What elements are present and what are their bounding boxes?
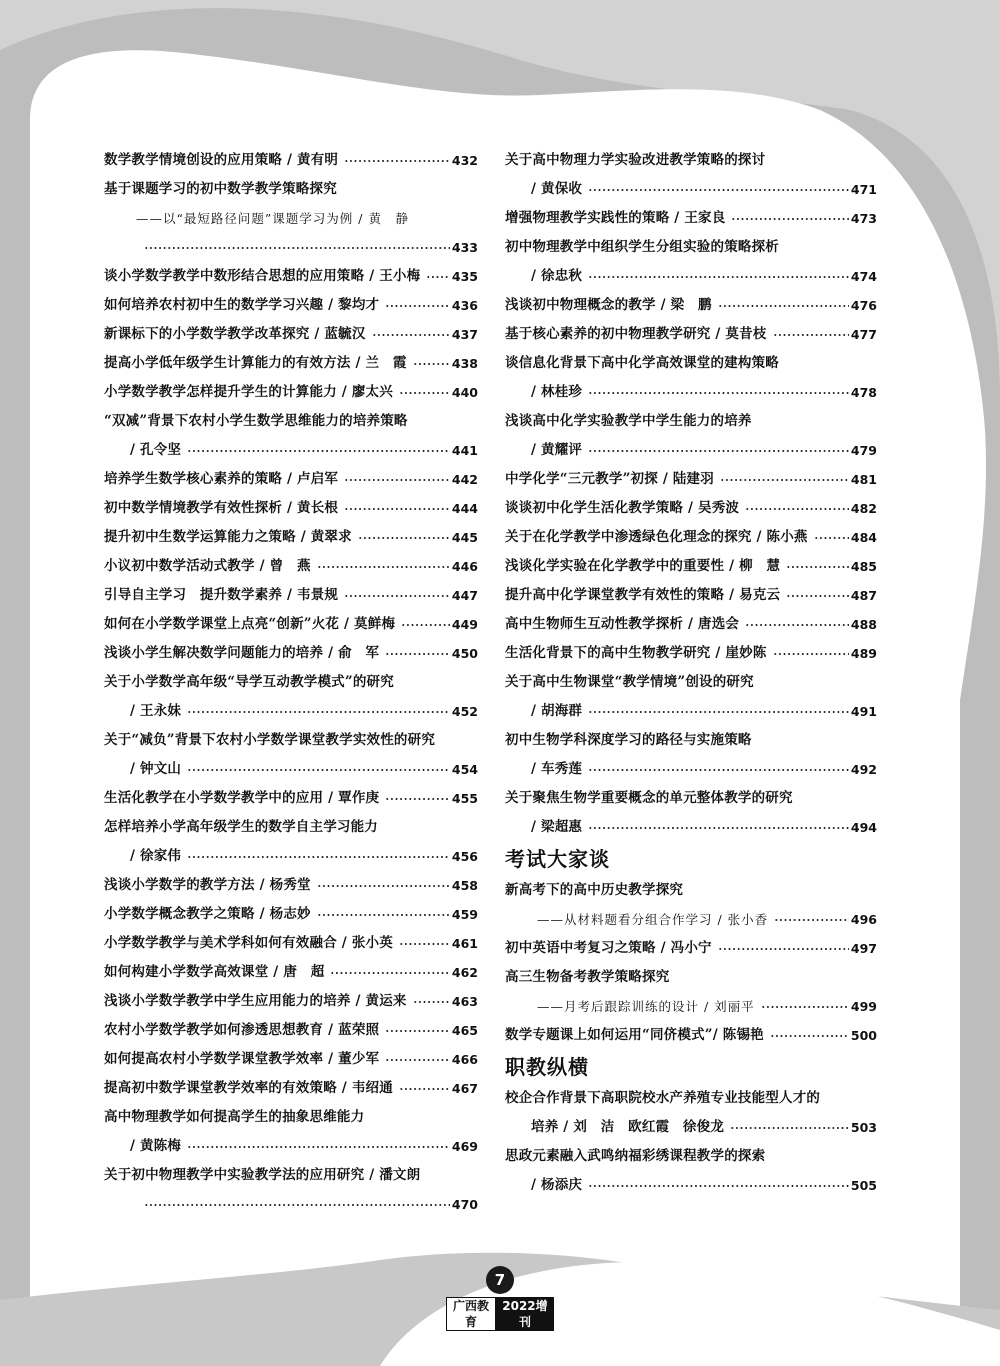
toc-entry[interactable] <box>104 465 478 494</box>
toc-entry-title: 小议初中数学活动式教学 / 曾 燕 <box>104 558 311 574</box>
toc-entry[interactable] <box>505 1171 877 1200</box>
toc-entry[interactable] <box>505 407 877 436</box>
toc-entry-title: 小学数学教学怎样提升学生的计算能力 / 廖太兴 <box>104 384 393 400</box>
toc-entry[interactable] <box>104 436 478 465</box>
toc-entry[interactable] <box>104 668 478 697</box>
toc-entry[interactable] <box>104 697 478 726</box>
toc-entry[interactable] <box>505 610 877 639</box>
journal-name: 广西教育 <box>446 1297 496 1331</box>
toc-entry-page: 473 <box>850 211 877 226</box>
dot-leader <box>426 276 450 278</box>
dot-leader <box>588 450 849 452</box>
dot-leader <box>718 948 849 950</box>
dot-leader <box>588 189 849 191</box>
toc-entry-title: 高中生物师生互动性教学探析 / 唐选会 <box>505 616 740 632</box>
dot-leader <box>385 305 450 307</box>
dot-leader <box>730 1127 849 1129</box>
toc-left-column <box>104 146 478 1219</box>
toc-entry-page: 489 <box>850 646 877 661</box>
toc-entry-title: 关于在化学教学中渗透绿色化理念的探究 / 陈小燕 <box>505 529 808 545</box>
toc-entry[interactable] <box>505 175 877 204</box>
dot-leader <box>588 392 849 394</box>
toc-entry-title: / 黄耀评 <box>531 442 583 458</box>
toc-entry-title: / 黄保收 <box>531 181 583 197</box>
toc-entry[interactable] <box>104 262 478 291</box>
toc-entry-title: 浅谈小学生解决数学问题能力的培养 / 俞 军 <box>104 645 380 661</box>
dot-leader <box>399 392 450 394</box>
toc-entry-page: 444 <box>451 501 478 516</box>
dot-leader <box>385 798 450 800</box>
toc-entry[interactable] <box>104 407 478 436</box>
toc-entry-page: 488 <box>850 617 877 632</box>
toc-entry[interactable] <box>104 204 478 233</box>
dot-leader <box>588 769 849 771</box>
toc-entry-page: 445 <box>451 530 478 545</box>
dot-leader <box>187 1146 450 1148</box>
toc-right-column <box>505 146 877 1200</box>
toc-entry-title: ——从材料题看分组合作学习 / 张小香 <box>537 912 769 927</box>
toc-entry[interactable] <box>505 1113 877 1142</box>
toc-entry-page: 485 <box>850 559 877 574</box>
toc-entry-page: 447 <box>451 588 478 603</box>
toc-entry-page: 470 <box>451 1197 478 1212</box>
toc-entry-title: 中学化学“三元教学”初探 / 陆建羽 <box>505 471 714 487</box>
toc-entry-title: 培养 / 刘 洁 欧红霞 徐俊龙 <box>531 1119 725 1135</box>
toc-entry-page: 478 <box>850 385 877 400</box>
toc-entry-title: / 徐忠秋 <box>531 268 583 284</box>
toc-entry-page: 477 <box>850 327 877 342</box>
toc-entry-title: 新高考下的高中历史教学探究 <box>505 882 684 898</box>
toc-entry-title: 基于核心素养的初中物理教学研究 / 莫昔枝 <box>505 326 767 342</box>
toc-entry-title: 提高初中数学课堂教学效率的有效策略 / 韦绍通 <box>104 1080 393 1096</box>
toc-entry[interactable] <box>104 1132 478 1161</box>
toc-entry-page: 465 <box>451 1023 478 1038</box>
dot-leader <box>399 1088 450 1090</box>
toc-entry[interactable] <box>505 204 877 233</box>
toc-entry-page: 469 <box>451 1139 478 1154</box>
toc-entry[interactable] <box>505 465 877 494</box>
toc-entry-title: 如何在小学数学课堂上点亮“创新”火花 / 莫鲜梅 <box>104 616 396 632</box>
toc-entry-title: 浅谈初中物理概念的教学 / 梁 鹏 <box>505 297 712 313</box>
dot-leader <box>774 919 849 921</box>
toc-entry-title: 思政元素融入武鸣纳福彩绣课程教学的探索 <box>505 1148 766 1164</box>
toc-entry-title: 关于高中生物课堂“教学情境”创设的研究 <box>505 674 754 690</box>
toc-entry[interactable] <box>104 146 478 175</box>
dot-leader <box>358 537 450 539</box>
toc-entry-page: 452 <box>451 704 478 719</box>
toc-entry-page: 503 <box>850 1120 877 1135</box>
toc-entry-page: 461 <box>451 936 478 951</box>
toc-entry[interactable] <box>104 349 478 378</box>
toc-entry-title: 关于初中物理教学中实验教学法的应用研究 / 潘文朗 <box>104 1167 421 1183</box>
toc-entry[interactable] <box>505 146 877 175</box>
toc-entry-page: 432 <box>451 153 478 168</box>
toc-entry-title: 小学数学概念教学之策略 / 杨志妙 <box>104 906 311 922</box>
toc-entry[interactable] <box>104 494 478 523</box>
toc-entry[interactable] <box>505 905 877 934</box>
toc-entry-page: 484 <box>850 530 877 545</box>
toc-entry[interactable] <box>104 639 478 668</box>
toc-entry[interactable] <box>104 842 478 871</box>
toc-entry-page: 466 <box>451 1052 478 1067</box>
toc-entry[interactable] <box>505 1142 877 1171</box>
dot-leader <box>413 1001 450 1003</box>
toc-entry-title: / 黄陈梅 <box>130 1138 182 1154</box>
page-number: 7 <box>486 1266 514 1294</box>
toc-entry[interactable] <box>104 1016 478 1045</box>
dot-leader <box>385 1059 450 1061</box>
toc-entry-title: 浅谈化学实验在化学教学中的重要性 / 柳 慧 <box>505 558 781 574</box>
toc-entry[interactable] <box>104 1045 478 1074</box>
toc-entry[interactable] <box>104 784 478 813</box>
dot-leader <box>317 566 450 568</box>
toc-entry-title: 如何构建小学数学高效课堂 / 唐 超 <box>104 964 325 980</box>
page-footer <box>446 1266 554 1331</box>
toc-entry[interactable] <box>505 436 877 465</box>
dot-leader <box>317 885 450 887</box>
toc-entry-title: 校企合作背景下高职院校水产养殖专业技能型人才的 <box>505 1090 821 1106</box>
toc-entry-title: / 林桂珍 <box>531 384 583 400</box>
toc-entry-title: 浅谈小学数学教学中学生应用能力的培养 / 黄运来 <box>104 993 407 1009</box>
toc-entry[interactable] <box>505 668 877 697</box>
toc-entry-page: 463 <box>451 994 478 1009</box>
toc-entry-title: 关于小学数学高年级“导学互动教学模式”的研究 <box>104 674 394 690</box>
toc-entry-page: 456 <box>451 849 478 864</box>
toc-entry-title: ——月考后跟踪训练的设计 / 刘丽平 <box>537 999 755 1014</box>
toc-entry-page: 492 <box>850 762 877 777</box>
dot-leader <box>588 1185 849 1187</box>
toc-entry[interactable] <box>505 639 877 668</box>
dot-leader <box>588 711 849 713</box>
toc-entry[interactable] <box>104 958 478 987</box>
toc-entry-page: 450 <box>451 646 478 661</box>
dot-leader <box>731 218 848 220</box>
toc-entry-title: 引导自主学习 提升数学素养 / 韦景规 <box>104 587 339 603</box>
toc-entry-page: 449 <box>451 617 478 632</box>
dot-leader <box>372 334 450 336</box>
toc-entry[interactable] <box>104 320 478 349</box>
dot-leader <box>330 972 449 974</box>
toc-entry-page: 467 <box>451 1081 478 1096</box>
toc-entry[interactable] <box>104 610 478 639</box>
toc-entry-page: 458 <box>451 878 478 893</box>
toc-entry-title: 关于聚焦生物学重要概念的单元整体教学的研究 <box>505 790 793 806</box>
toc-entry[interactable] <box>104 813 478 842</box>
dot-leader <box>588 827 849 829</box>
toc-entry[interactable] <box>505 581 877 610</box>
toc-entry[interactable] <box>104 233 478 262</box>
dot-leader <box>814 537 849 539</box>
toc-entry-title: 初中数学情境教学有效性探析 / 黄长根 <box>104 500 339 516</box>
toc-entry-title: / 车秀莲 <box>531 761 583 777</box>
toc-entry[interactable] <box>505 349 877 378</box>
dot-leader <box>317 914 450 916</box>
dot-leader <box>773 653 849 655</box>
toc-entry-title: 浅谈高中化学实验教学中学生能力的培养 <box>505 413 752 429</box>
toc-entry-title: / 梁超惠 <box>531 819 583 835</box>
toc-entry[interactable] <box>505 378 877 407</box>
toc-entry-title: / 孔令坚 <box>130 442 182 458</box>
toc-entry-page: 455 <box>451 791 478 806</box>
toc-entry[interactable] <box>505 784 877 813</box>
toc-entry-page: 436 <box>451 298 478 313</box>
dot-leader <box>344 508 450 510</box>
toc-entry-title: 提升高中化学课堂教学有效性的策略 / 易克云 <box>505 587 781 603</box>
toc-entry-title: 新课标下的小学数学教学改革探究 / 蓝毓汉 <box>104 326 366 342</box>
toc-entry[interactable] <box>104 1190 478 1219</box>
toc-entry-page: 491 <box>850 704 877 719</box>
toc-entry-page: 496 <box>850 912 877 927</box>
toc-entry[interactable] <box>505 233 877 262</box>
dot-leader <box>144 1204 450 1206</box>
dot-leader <box>718 305 849 307</box>
toc-entry-page: 476 <box>850 298 877 313</box>
toc-entry[interactable] <box>505 755 877 784</box>
toc-entry[interactable] <box>505 726 877 755</box>
dot-leader <box>144 247 450 249</box>
dot-leader <box>385 653 450 655</box>
toc-entry-title: 谈信息化背景下高中化学高效课堂的建构策略 <box>505 355 779 371</box>
dot-leader <box>399 943 450 945</box>
toc-entry-title: 如何培养农村初中生的数学学习兴趣 / 黎均才 <box>104 297 380 313</box>
toc-entry[interactable] <box>104 523 478 552</box>
journal-label <box>446 1297 554 1331</box>
toc-entry-title: / 杨添庆 <box>531 1177 583 1193</box>
toc-entry[interactable] <box>104 871 478 900</box>
toc-entry[interactable] <box>104 1074 478 1103</box>
toc-entry-page: 479 <box>850 443 877 458</box>
toc-entry[interactable] <box>104 900 478 929</box>
toc-entry-page: 462 <box>451 965 478 980</box>
toc-entry-page: 487 <box>850 588 877 603</box>
toc-entry[interactable] <box>505 262 877 291</box>
toc-entry-title: 初中英语中考复习之策略 / 冯小宁 <box>505 940 712 956</box>
toc-entry-title: 培养学生数学核心素养的策略 / 卢启军 <box>104 471 339 487</box>
dot-leader <box>720 479 849 481</box>
toc-entry-page: 446 <box>451 559 478 574</box>
dot-leader <box>187 856 450 858</box>
toc-entry-page: 454 <box>451 762 478 777</box>
toc-entry[interactable] <box>505 552 877 581</box>
toc-entry-title: 提升初中生数学运算能力之策略 / 黄翠求 <box>104 529 352 545</box>
dot-leader <box>401 624 450 626</box>
toc-entry[interactable] <box>505 963 877 992</box>
toc-entry-title: 高三生物备考教学策略探究 <box>505 969 670 985</box>
dot-leader <box>770 1035 849 1037</box>
toc-entry-title: 增强物理教学实践性的策略 / 王家良 <box>505 210 726 226</box>
toc-entry-title: ——以“最短路径问题”课题学习为例 / 黄 静 <box>136 211 409 226</box>
dot-leader <box>786 595 849 597</box>
toc-entry-title: 生活化教学在小学数学教学中的应用 / 覃作庚 <box>104 790 380 806</box>
toc-entry-title: 生活化背景下的高中生物教学研究 / 崖妙陈 <box>505 645 767 661</box>
toc-entry[interactable] <box>104 552 478 581</box>
toc-entry-page: 474 <box>850 269 877 284</box>
journal-issue: 2022增刊 <box>496 1297 554 1331</box>
toc-entry-page: 441 <box>451 443 478 458</box>
toc-entry[interactable] <box>104 291 478 320</box>
dot-leader <box>187 711 450 713</box>
toc-entry[interactable] <box>505 934 877 963</box>
toc-entry[interactable] <box>104 755 478 784</box>
toc-entry[interactable] <box>104 378 478 407</box>
toc-entry[interactable] <box>505 523 877 552</box>
toc-entry-page: 442 <box>451 472 478 487</box>
toc-entry[interactable] <box>104 987 478 1016</box>
toc-entry-title: 初中物理教学中组织学生分组实验的策略探析 <box>505 239 779 255</box>
toc-entry-page: 459 <box>451 907 478 922</box>
toc-entry-title: / 胡海群 <box>531 703 583 719</box>
dot-leader <box>344 595 450 597</box>
dot-leader <box>745 508 849 510</box>
toc-entry-page: 433 <box>451 240 478 255</box>
dot-leader <box>786 566 849 568</box>
dot-leader <box>344 479 450 481</box>
dot-leader <box>588 276 849 278</box>
toc-entry-page: 471 <box>850 182 877 197</box>
toc-entry[interactable] <box>505 876 877 905</box>
toc-entry[interactable] <box>104 1103 478 1132</box>
toc-entry[interactable] <box>104 929 478 958</box>
toc-entry-page: 499 <box>850 999 877 1014</box>
toc-entry[interactable] <box>505 1084 877 1113</box>
toc-entry[interactable] <box>505 320 877 349</box>
toc-entry-title: 高中物理教学如何提高学生的抽象思维能力 <box>104 1109 365 1125</box>
toc-entry[interactable] <box>505 697 877 726</box>
section-heading: 考试大家谈 <box>505 847 610 871</box>
toc-entry-page: 435 <box>451 269 478 284</box>
dot-leader <box>761 1006 849 1008</box>
toc-entry-page: 494 <box>850 820 877 835</box>
dot-leader <box>187 450 450 452</box>
toc-entry-title: 农村小学数学教学如何渗透思想教育 / 蓝荣照 <box>104 1022 380 1038</box>
toc-entry-title: 提高小学低年级学生计算能力的有效方法 / 兰 霞 <box>104 355 407 371</box>
dot-leader <box>187 769 450 771</box>
toc-entry-page: 482 <box>850 501 877 516</box>
toc-entry[interactable] <box>505 494 877 523</box>
toc-entry-page: 505 <box>850 1178 877 1193</box>
toc-entry-title: 浅谈小学数学的教学方法 / 杨秀堂 <box>104 877 311 893</box>
toc-entry-title: 谈小学数学教学中数形结合思想的应用策略 / 王小梅 <box>104 268 421 284</box>
toc-entry-page: 437 <box>451 327 478 342</box>
toc-entry-title: / 王永妹 <box>130 703 182 719</box>
toc-entry[interactable] <box>104 1161 478 1190</box>
toc-entry[interactable] <box>104 175 478 204</box>
toc-entry-title: 怎样培养小学高年级学生的数学自主学习能力 <box>104 819 378 835</box>
toc-entry-title: 数学教学情境创设的应用策略 / 黄有明 <box>104 152 339 168</box>
toc-entry-page: 500 <box>850 1028 877 1043</box>
toc-entry-page: 481 <box>850 472 877 487</box>
toc-entry-title: 小学数学教学与美术学科如何有效融合 / 张小英 <box>104 935 393 951</box>
toc-entry-title: 初中生物学科深度学习的路径与实施策略 <box>505 732 752 748</box>
toc-entry[interactable] <box>505 291 877 320</box>
toc-entry[interactable] <box>104 726 478 755</box>
toc-entry-title: 基于课题学习的初中数学教学策略探究 <box>104 181 337 197</box>
toc-entry-title: / 钟文山 <box>130 761 182 777</box>
section-heading: 职教纵横 <box>505 1055 589 1079</box>
toc-entry-title: / 徐家伟 <box>130 848 182 864</box>
toc-entry[interactable] <box>104 581 478 610</box>
dot-leader <box>773 334 849 336</box>
toc-entry[interactable] <box>505 813 877 842</box>
toc-entry-title: 谈谈初中化学生活化教学策略 / 吴秀波 <box>505 500 740 516</box>
toc-entry[interactable] <box>505 1021 877 1050</box>
toc-entry-title: “双减”背景下农村小学生数学思维能力的培养策略 <box>104 413 408 429</box>
toc-entry-title: 关于高中物理力学实验改进教学策略的探讨 <box>505 152 766 168</box>
dot-leader <box>745 624 849 626</box>
toc-entry-page: 438 <box>451 356 478 371</box>
toc-entry-title: 如何提高农村小学数学课堂教学效率 / 董少军 <box>104 1051 380 1067</box>
toc-entry-page: 440 <box>451 385 478 400</box>
toc-entry-page: 497 <box>850 941 877 956</box>
toc-entry-title: 数学专题课上如何运用“同侪模式”/ 陈锡艳 <box>505 1027 764 1043</box>
toc-entry-title: 关于“减负”背景下农村小学数学课堂教学实效性的研究 <box>104 732 436 748</box>
toc-entry[interactable] <box>505 992 877 1021</box>
dot-leader <box>413 363 450 365</box>
dot-leader <box>344 160 450 162</box>
dot-leader <box>385 1030 450 1032</box>
